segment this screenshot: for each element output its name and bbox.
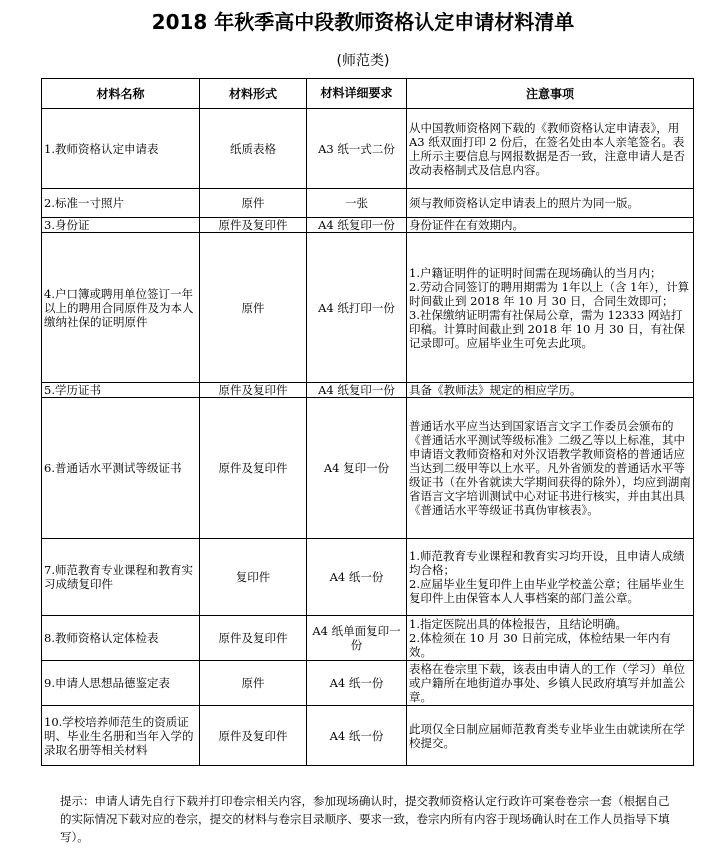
header-notes: 注意事项 bbox=[407, 79, 694, 109]
material-form-cell: 原件及复印件 bbox=[200, 706, 307, 766]
material-requirement-cell: A4 纸复印一份 bbox=[307, 218, 407, 233]
table-row bbox=[42, 383, 694, 398]
material-requirement-cell: 一张 bbox=[307, 189, 407, 218]
material-form-cell: 原件及复印件 bbox=[200, 616, 307, 661]
table-row bbox=[42, 109, 694, 189]
table-row bbox=[42, 398, 694, 539]
material-form-cell: 原件 bbox=[200, 189, 307, 218]
table-row bbox=[42, 661, 694, 706]
table-row bbox=[42, 616, 694, 661]
material-requirement-cell: A4 纸一份 bbox=[307, 706, 407, 766]
table-row bbox=[42, 233, 694, 383]
material-requirement-cell: A4 纸一份 bbox=[307, 539, 407, 616]
table-row bbox=[42, 539, 694, 616]
notes-cell: 1.户籍证明件的证明时间需在现场确认的当月内； 2.劳动合同签订的聘用期需为 1年以上（含 1年），计算时间截止到 2018 年 10 月 30 日，合同生效即可； 3.社保缴纳证明需有社保局公章，需为 12333 网站打印稿。计算时间截止到 2018 年 10 月 30 日，有社保记录即可。应届毕业生可免去此项。 bbox=[407, 233, 694, 383]
material-form-cell: 原件 bbox=[200, 233, 307, 383]
material-requirement-cell: A4 纸单面复印一份 bbox=[307, 616, 407, 661]
notes-cell: 普通话水平应当达到国家语言文字工作委员会颁布的《普通话水平测试等级标准》二级乙等以上标准，其中申请语文教师资格和对外汉语教学教师资格的普通话应当达到二级甲等以上水平。凡外省颁发的普通话水平等级证书（在外省就读大学期间获得的除外），均应到湖南省语言文字培训测试中心对证书进行核实，并由其出具《普通话水平等级证书真伪审核表》。 bbox=[407, 398, 694, 539]
material-name-cell: 8.教师资格认定体检表 bbox=[42, 616, 200, 661]
material-name-cell: 4.户口簿或聘用单位签订一年以上的聘用合同原件及为本人缴纳社保的证明原件 bbox=[42, 233, 200, 383]
page-title: 2018 年秋季高中段教师资格认定申请材料清单 bbox=[151, 10, 575, 34]
notes-cell: 1.师范教育专业课程和教育实习均开设，且申请人成绩均合格； 2.应届毕业生复印件上由毕业学校盖公章；往届毕业生复印件上由保管本人人事档案的部门盖公章。 bbox=[407, 539, 694, 616]
notes-cell: 须与教师资格认定申请表上的照片为同一版。 bbox=[407, 189, 694, 218]
header-material-requirement: 材料详细要求 bbox=[307, 79, 407, 109]
material-name-cell: 7.师范教育专业课程和教育实习成绩复印件 bbox=[42, 539, 200, 616]
notes-cell: 此项仅全日制应届师范教育类专业毕业生由就读所在学校提交。 bbox=[407, 706, 694, 766]
material-name-cell: 6.普通话水平测试等级证书 bbox=[42, 398, 200, 539]
page-subtitle: (师范类) bbox=[336, 53, 390, 69]
header-material-name: 材料名称 bbox=[42, 79, 200, 109]
table-row bbox=[42, 189, 694, 218]
notes-cell: 表格在卷宗里下载，该表由申请人的工作（学习）单位或户籍所在地街道办事处、乡镇人民政府填写并加盖公章。 bbox=[407, 661, 694, 706]
material-form-cell: 原件 bbox=[200, 661, 307, 706]
notes-cell: 1.指定医院出具的体检报告，且结论明确。 2.体检须在 10 月 30 日前完成，体检结果一年内有效。 bbox=[407, 616, 694, 661]
header-material-form: 材料形式 bbox=[200, 79, 307, 109]
material-requirement-cell: A4 复印一份 bbox=[307, 398, 407, 539]
material-name-cell: 10.学校培养师范生的资质证明、毕业生名册和当年入学的录取名册等相关材料 bbox=[42, 706, 200, 766]
material-form-cell: 原件及复印件 bbox=[200, 398, 307, 539]
material-form-cell: 纸质表格 bbox=[200, 109, 307, 189]
material-requirement-cell: A4 纸打印一份 bbox=[307, 233, 407, 383]
table-row bbox=[42, 218, 694, 233]
material-name-cell: 1.教师资格认定申请表 bbox=[42, 109, 200, 189]
footer-note: 提示：申请人请先自行下载并打印卷宗相关内容，参加现场确认时，提交教师资格认定行政许可案卷卷宗一套（根据自己的实际情况下载对应的卷宗，提交的材料与卷宗目录顺序、要求一致，卷宗内所有内容于现场确认时在工作人员指导下填写）。 bbox=[60, 794, 670, 844]
material-name-cell: 5.学历证书 bbox=[42, 383, 200, 398]
materials-table bbox=[41, 78, 694, 766]
material-requirement-cell: A4 纸一份 bbox=[307, 661, 407, 706]
material-requirement-cell: A4 纸复印一份 bbox=[307, 383, 407, 398]
material-name-cell: 3.身份证 bbox=[42, 218, 200, 233]
material-form-cell: 复印件 bbox=[200, 539, 307, 616]
material-form-cell: 原件及复印件 bbox=[200, 218, 307, 233]
notes-cell: 身份证件在有效期内。 bbox=[407, 218, 694, 233]
material-form-cell: 原件及复印件 bbox=[200, 383, 307, 398]
material-requirement-cell: A3 纸一式二份 bbox=[307, 109, 407, 189]
material-name-cell: 2.标准一寸照片 bbox=[42, 189, 200, 218]
notes-cell: 从中国教师资格网下载的《教师资格认定申请表》，用 A3 纸双面打印 2 份后，在签名处由本人亲笔签名。表上所示主要信息与网报数据是否一致，注意申请人是否改动表格制式及信息内容。 bbox=[407, 109, 694, 189]
material-name-cell: 9.申请人思想品德鉴定表 bbox=[42, 661, 200, 706]
table-row bbox=[42, 706, 694, 766]
notes-cell: 具备《教师法》规定的相应学历。 bbox=[407, 383, 694, 398]
table-header-row bbox=[42, 79, 694, 109]
